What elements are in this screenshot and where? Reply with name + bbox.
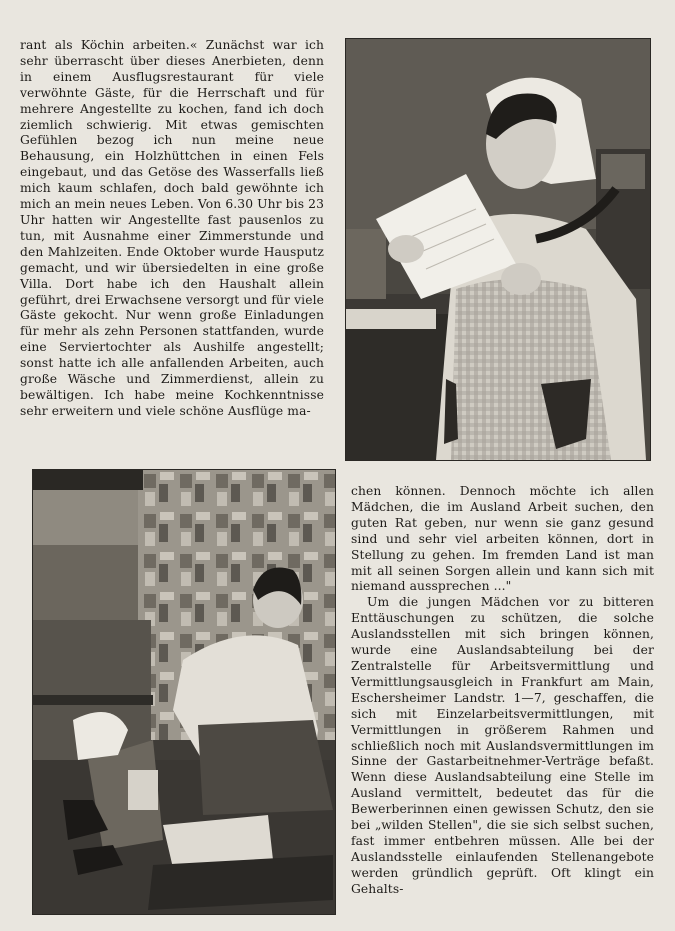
article-column-bottom-right (351, 484, 654, 898)
article-paragraph: Um die jungen Mädchen vor zu bitteren Enttäuschungen zu schützen, die solche Auslandsstellen mit sich bringen können, wurde eine Auslandsabteilung bei der Zentralstelle für Arbeitsvermittlung und Vermittlungsausgleich in Frankfurt am Main, Eschersheimer Landstr. 1—7, geschaffen, die sich mit Einzelarbeitsvermittlungen, mit Vermittlungen in größerem Rahmen und schließlich noch mit Auslandsvermittlungen im Sinne der Gastarbeitnehmer-Verträge befaßt. Wenn diese Auslandsabteilung eine Stelle im Ausland vermittelt, bedeutet das für die Bewerberinnen einen gewissen Schutz, den sie bei „wilden Stellen", die sie sich selbst suchen, fast immer entbehren müssen. Alle bei der Auslandsstelle einlaufenden Stellenangebote werden gründlich geprüft. Oft klingt ein Gehalts- (351, 595, 654, 896)
photo-woman-packing-suitcase (32, 469, 336, 915)
article-paragraph: rant als Köchin arbeiten.« Zunächst war ich sehr überrascht über dieses Anerbieten, denn in einem Ausflugsrestaurant für viele verwöhnte Gäste, für die Herrschaft und für mehrere Angestellte zu kochen, fand ich doch ziemlich schwierig. Mit etwas gemischten Gefühlen bezog ich nun meine neue Behausung, ein Holzhüttchen in einen Fels eingebaut, und das Getöse des Wasserfalls ließ mich kaum schlafen, doch bald gewöhnte ich mich an mein neues Leben. Von 6.30 Uhr bis 23 Uhr hatten wir Angestellte fast pausenlos zu tun, mit Ausnahme einer Zimmerstunde und den Mahlzeiten. Ende Oktober wurde Hausputz gemacht, und wir übersiedelten in eine große Villa. Dort habe ich den Haushalt allein geführt, drei Erwachsene versorgt und für viele Gäste gekocht. Nur wenn große Einladungen für mehr als zehn Personen stattfanden, wurde eine Serviertochter als Aushilfe angestellt; sonst hatte ich alle anfallenden Arbeiten, auch große Wäsche und Zimmerdienst, allein zu bewältigen. Ich habe meine Kochkenntnisse sehr erweitern und viele schöne Ausflüge ma- (20, 38, 324, 418)
article-column-top-left (20, 38, 324, 420)
article-paragraph: chen können. Dennoch möchte ich allen Mädchen, die im Ausland Arbeit suchen, den guten Rat geben, nur wenn sie ganz gesund sind und sehr viel arbeiten können, dort in Stellung zu gehen. Im fremden Land ist man mit all seinen Sorgen allein und kann sich mit niemand aussprechen ..." (351, 484, 654, 594)
photo-woman-reading-letter (345, 38, 651, 461)
